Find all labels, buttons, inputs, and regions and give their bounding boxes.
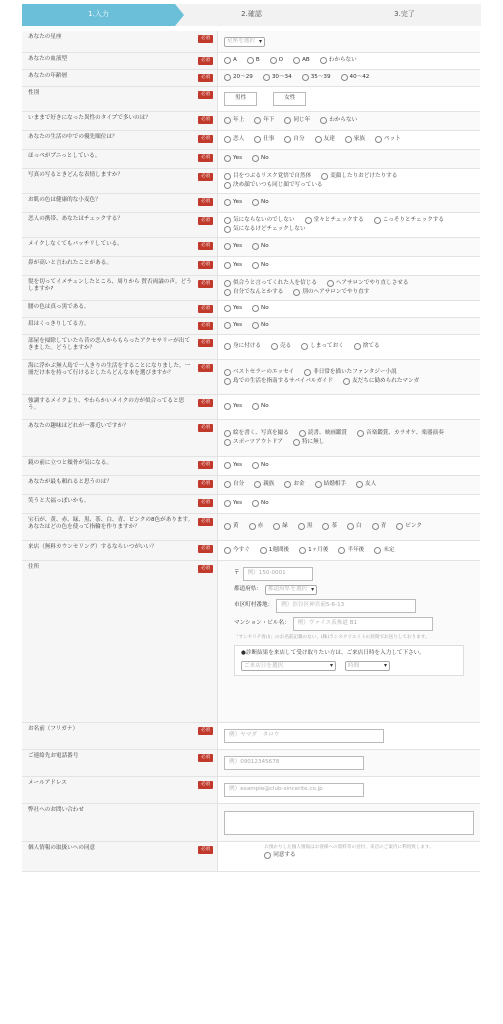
field-label	[22, 420, 218, 456]
form-row	[22, 276, 480, 301]
label-text: 写真の写るときどんな表情しますか？	[28, 172, 124, 178]
radio-option[interactable]: AB	[293, 57, 310, 64]
label-text: 弊社へのお問い合わせ	[28, 807, 84, 813]
radio-option[interactable]: わからない	[320, 57, 357, 64]
radio-option[interactable]: ペット	[375, 136, 401, 143]
required-badge: 必須	[198, 217, 213, 225]
label-text: あなたの星座	[28, 34, 62, 40]
radio-option[interactable]: 堂々とチェックする	[305, 217, 364, 224]
field-label	[22, 318, 218, 334]
radio-option[interactable]: 読書、映画鑑賞	[299, 430, 347, 437]
label-text: 強調するメイクより、やわらかいメイクの方が似合ってると思う。	[28, 398, 185, 412]
form-row	[22, 476, 480, 495]
radio-option[interactable]: Yes	[224, 199, 242, 206]
field-label	[22, 131, 218, 149]
field-label	[22, 213, 218, 237]
phone-input[interactable]: 例）09012345678	[224, 756, 364, 770]
radio-option[interactable]: 決め顔でいつも同じ顔で写っている	[224, 182, 323, 189]
agree-radio[interactable]: 同意する	[264, 852, 295, 859]
required-badge: 必須	[198, 280, 213, 288]
field-value	[218, 150, 480, 168]
zodiac-select[interactable]: 星座を選択 ▾	[224, 37, 265, 47]
field-value	[218, 457, 480, 475]
field-value	[218, 238, 480, 256]
required-badge: 必須	[198, 91, 213, 99]
field-value	[218, 541, 480, 560]
required-badge: 必須	[198, 242, 213, 250]
form-row	[22, 257, 480, 276]
label-text: メールアドレス	[28, 780, 67, 786]
form-row	[22, 514, 480, 541]
label-text: 眉はくっきりしてる方。	[28, 321, 90, 327]
field-label	[22, 194, 218, 212]
form-row	[22, 395, 480, 420]
label-text: 鼻が高いと言われたことがある。	[28, 260, 112, 266]
form-row	[22, 131, 480, 150]
field-label	[22, 842, 218, 871]
radio-option[interactable]: 友達	[315, 136, 335, 143]
form-row	[22, 213, 480, 238]
radio-option[interactable]: 1週間後	[260, 547, 289, 554]
address-row	[22, 561, 480, 723]
required-badge: 必須	[198, 261, 213, 269]
field-label	[22, 335, 218, 359]
radio-option[interactable]: ベストセラーのエッセイ	[224, 369, 294, 376]
building-input[interactable]: 例）ヴァイス表参道 B1	[293, 617, 433, 631]
progress-steps	[22, 4, 481, 26]
field-label	[22, 150, 218, 168]
field-label	[22, 495, 218, 513]
address-fields	[218, 561, 480, 722]
label-text: 個人情報の取扱いへの同意	[28, 845, 96, 851]
form-row	[22, 335, 480, 360]
radio-option[interactable]: No	[252, 322, 269, 329]
field-label	[22, 777, 218, 803]
radio-option[interactable]: 友だちに勧められたマンガ	[343, 378, 419, 385]
field-value	[218, 514, 480, 540]
radio-option[interactable]: Yes	[224, 155, 242, 162]
required-badge: 必須	[198, 339, 213, 347]
step-confirm: 2.確認	[175, 4, 328, 26]
field-label	[22, 112, 218, 130]
required-badge: 必須	[198, 135, 213, 143]
label-text: 髪を切ってイメチェンしたところ、周りから 賛否両論の声。どうしますか?	[28, 279, 192, 293]
label-text: あなたの年齢層	[28, 73, 68, 79]
field-value	[218, 777, 480, 803]
form-row	[22, 194, 480, 213]
field-value	[218, 318, 480, 334]
radio-option[interactable]: 友人	[356, 481, 376, 488]
radio-option[interactable]: 未定	[374, 547, 394, 554]
radio-option[interactable]: 島での生活を指南するサバイバルガイド	[224, 378, 333, 385]
required-badge: 必須	[198, 116, 213, 124]
radio-option[interactable]: 親族	[254, 481, 274, 488]
radio-option[interactable]: 気にならないのでしない	[224, 217, 295, 224]
field-value	[218, 335, 480, 359]
radio-option[interactable]: 変顔したりおどけたりする	[321, 173, 397, 180]
label-text: 宝石が、黄、赤、緑、黒、茶、白、青、ピンクの8色があります。あなたはどの色を使って指輪を作りますか？	[28, 517, 194, 531]
phone-row	[22, 750, 480, 777]
field-label	[22, 750, 218, 776]
label-text: お名前（フリガナ）	[28, 726, 79, 732]
email-input[interactable]: 例）example@club-sincerite.co.jp	[224, 783, 364, 797]
field-label	[22, 276, 218, 300]
required-badge: 必須	[198, 480, 213, 488]
field-value	[218, 257, 480, 275]
radio-option[interactable]: 半年後	[338, 547, 364, 554]
required-badge: 必須	[198, 399, 213, 407]
field-value	[218, 194, 480, 212]
field-value	[218, 131, 480, 149]
field-label	[22, 169, 218, 193]
label-text: あなたの血液型	[28, 56, 68, 62]
radio-option[interactable]: Yes	[224, 462, 242, 469]
field-value	[218, 213, 480, 237]
field-label	[22, 70, 218, 86]
required-badge: 必須	[198, 565, 213, 573]
form-row	[22, 169, 480, 194]
city-label: 市区町村番地：	[234, 602, 274, 609]
form-row	[22, 541, 480, 561]
radio-option[interactable]: 身に付ける	[224, 343, 261, 350]
radio-option[interactable]: 目をつぶるリスク覚悟で自然体	[224, 173, 311, 180]
field-label	[22, 457, 218, 475]
radio-option[interactable]: 緑	[273, 523, 288, 530]
radio-option[interactable]: わからない	[320, 117, 357, 124]
label-text: 部屋を掃除していたら昔の恋人からもらったアクセサリーが出てきました。どうしますか？	[28, 338, 191, 352]
zip-input[interactable]: 例）150-0001	[243, 567, 313, 581]
email-row	[22, 777, 480, 804]
radio-option[interactable]: O	[270, 57, 283, 64]
radio-option[interactable]: ヘアサロンでやり直しさせる	[327, 280, 409, 287]
label-text: あなたが最も頼れると思うのは？	[28, 479, 112, 485]
radio-option[interactable]: しまっておく	[301, 343, 344, 350]
field-label	[22, 541, 218, 560]
radio-option[interactable]: 売る	[271, 343, 291, 350]
form-row	[22, 70, 480, 87]
radio-option[interactable]: 赤	[249, 523, 264, 530]
required-badge: 必須	[198, 846, 213, 854]
building-label: マンション・ビル名：	[234, 620, 290, 627]
radio-option[interactable]: Yes	[224, 243, 242, 250]
radio-option[interactable]: 非日常を描いたファンタジー小説	[304, 369, 397, 376]
field-value	[218, 395, 480, 419]
radio-option[interactable]: 黒	[298, 523, 313, 530]
radio-option[interactable]: こっそりとチェックする	[374, 217, 444, 224]
required-badge: 必須	[198, 545, 213, 553]
field-value	[218, 276, 480, 300]
form-row	[22, 87, 480, 112]
radio-option[interactable]: No	[252, 262, 269, 269]
survey-form	[22, 31, 480, 872]
field-label	[22, 53, 218, 69]
radio-option[interactable]: No	[252, 305, 269, 312]
inquiry-row	[22, 804, 480, 842]
label-text: 腰の色は真っ黒である。	[28, 304, 90, 310]
required-badge: 必須	[198, 727, 213, 735]
required-badge: 必須	[198, 754, 213, 762]
required-badge: 必須	[198, 57, 213, 65]
form-row	[22, 150, 480, 169]
required-badge: 必須	[198, 781, 213, 789]
form-row	[22, 420, 480, 457]
radio-option[interactable]: 自分	[284, 136, 304, 143]
privacy-row	[22, 842, 480, 872]
radio-option[interactable]: 別のヘアサロンでやり直す	[293, 289, 369, 296]
label-text: 笑うと大福っぽいかも。	[28, 498, 90, 504]
required-badge: 必須	[198, 154, 213, 162]
gender-button[interactable]: 男性	[224, 92, 257, 105]
required-badge: 必須	[198, 461, 213, 469]
label-text: あなたの趣味はどれが一番近いですか？	[28, 423, 129, 429]
radio-option[interactable]: 仕事	[254, 136, 274, 143]
radio-option[interactable]: Yes	[224, 262, 242, 269]
field-label	[22, 476, 218, 494]
radio-option[interactable]: 30〜34	[263, 74, 292, 81]
form-row	[22, 53, 480, 70]
inquiry-textarea[interactable]	[224, 811, 474, 835]
radio-option[interactable]: 自分でなんとかする	[224, 289, 283, 296]
label-text: お肌の色は健康的な小麦色？	[28, 197, 101, 203]
form-row	[22, 301, 480, 318]
visit-title: ●診断結果を来店して受け取りたい方は、ご来店日時を入力して下さい。	[241, 649, 425, 656]
field-label	[22, 31, 218, 52]
form-row	[22, 360, 480, 395]
form-row	[22, 457, 480, 476]
field-value	[218, 495, 480, 513]
radio-option[interactable]: No	[252, 243, 269, 250]
form-row	[22, 318, 480, 335]
radio-option[interactable]: Yes	[224, 403, 242, 410]
label-text: 海に浮かぶ無人島で一人きりの生活をすることになりました。一冊だけ本を持って行けるとしたらどんな本を選びますか？	[28, 363, 191, 377]
field-label	[22, 257, 218, 275]
label-text: 鏡の前に立つと頬骨が気になる。	[28, 460, 112, 466]
field-value	[218, 53, 480, 69]
required-badge: 必須	[198, 499, 213, 507]
label-text: 来店（無料カウンセリング）するならいつがいい？	[28, 544, 157, 550]
gender-button[interactable]: 女性	[273, 92, 306, 105]
radio-option[interactable]: 自分	[224, 481, 244, 488]
required-badge: 必須	[198, 305, 213, 313]
label-text: あなたの生活の中での優先順位は？	[28, 134, 118, 140]
required-badge: 必須	[198, 518, 213, 526]
visit-date-select[interactable]: ご来店日を選択 ▾	[241, 661, 336, 671]
radio-option[interactable]: 40〜42	[341, 74, 370, 81]
radio-option[interactable]: ピンク	[396, 523, 422, 530]
label-text: いままで好きになった異性のタイプで多いのは？	[28, 115, 151, 121]
label-text: メイクしなくてもバッチリしている。	[28, 241, 123, 247]
radio-option[interactable]: 家族	[345, 136, 365, 143]
radio-option[interactable]: Yes	[224, 500, 242, 507]
radio-option[interactable]: No	[252, 403, 269, 410]
radio-option[interactable]: B	[247, 57, 260, 64]
field-value	[218, 420, 480, 456]
zip-mark: 〒	[234, 570, 240, 577]
field-value	[218, 301, 480, 317]
field-value	[218, 87, 480, 111]
field-value	[218, 70, 480, 86]
required-badge: 必須	[198, 198, 213, 206]
radio-option[interactable]: 年上	[224, 117, 244, 124]
radio-option[interactable]: お金	[284, 481, 304, 488]
field-value	[218, 842, 480, 871]
radio-option[interactable]: 20〜29	[224, 74, 253, 81]
field-label	[22, 87, 218, 111]
radio-option[interactable]: 捨てる	[354, 343, 380, 350]
field-value	[218, 169, 480, 193]
radio-option[interactable]: 年下	[254, 117, 274, 124]
radio-option[interactable]: 似合うと言ってくれた人を信じる	[224, 280, 317, 287]
radio-option[interactable]: A	[224, 57, 237, 64]
required-badge: 必須	[198, 322, 213, 330]
field-value	[218, 750, 480, 776]
address-note: 「サンセリテ青山」のお名前記載のない、(株)ランスクリエイトの封筒でお送りしております。	[234, 635, 430, 640]
radio-option[interactable]: 黄	[224, 523, 239, 530]
required-badge: 必須	[198, 74, 213, 82]
label-text: 性別	[28, 90, 40, 96]
field-label	[22, 238, 218, 256]
field-label	[22, 723, 218, 749]
privacy-text: お預かりした個人情報はお客様への資料等の送付、来店のご案内に利用致します。	[264, 845, 434, 850]
field-label	[22, 561, 218, 722]
step-input: 1.入力	[22, 4, 175, 26]
radio-option[interactable]: 青	[372, 523, 387, 530]
field-value	[218, 112, 480, 130]
radio-option[interactable]: 恋人	[224, 136, 244, 143]
form-row	[22, 31, 480, 53]
form-row	[22, 495, 480, 514]
radio-option[interactable]: Yes	[224, 305, 242, 312]
radio-option[interactable]: 今すぐ	[224, 547, 250, 554]
label-text: ご連絡先お電話番号	[28, 753, 79, 759]
radio-option[interactable]: No	[252, 500, 269, 507]
required-badge: 必須	[198, 364, 213, 372]
field-label	[22, 395, 218, 419]
field-label	[22, 804, 218, 841]
label-text: 恋人の携帯、あなたはチェックする？	[28, 216, 123, 222]
required-badge: 必須	[198, 424, 213, 432]
form-row	[22, 112, 480, 131]
field-value	[218, 804, 480, 841]
field-value	[218, 360, 480, 394]
radio-option[interactable]: 同じ年	[284, 117, 310, 124]
name-row	[22, 723, 480, 750]
field-value	[218, 476, 480, 494]
pref-label: 都道府県：	[234, 586, 262, 593]
required-badge: 必須	[198, 35, 213, 43]
radio-option[interactable]: No	[252, 462, 269, 469]
radio-option[interactable]: 35〜39	[302, 74, 331, 81]
field-value	[218, 723, 480, 749]
city-input[interactable]: 例）渋谷区神宮前5-6-13	[276, 599, 416, 613]
step-complete: 3.完了	[328, 4, 481, 26]
radio-option[interactable]: 1ヶ月後	[299, 547, 328, 554]
visit-box	[234, 645, 464, 676]
form-row	[22, 238, 480, 257]
radio-option[interactable]: スポーツアウトドア	[224, 439, 283, 446]
radio-option[interactable]: Yes	[224, 322, 242, 329]
field-value	[218, 31, 480, 52]
radio-option[interactable]: 絵を書く、写真を撮る	[224, 430, 289, 437]
field-label	[22, 301, 218, 317]
radio-option[interactable]: 結婚相手	[315, 481, 346, 488]
label-text: ほっぺがプニっとしている。	[28, 153, 101, 159]
name-input[interactable]: 例）ヤマダ タロウ	[224, 729, 384, 743]
radio-option[interactable]: 音楽鑑賞、カラオケ、楽器演奏	[357, 430, 444, 437]
radio-option[interactable]: 特に無し	[293, 439, 324, 446]
radio-option[interactable]: 茶	[322, 523, 337, 530]
radio-option[interactable]: No	[252, 199, 269, 206]
radio-option[interactable]: No	[252, 155, 269, 162]
field-label	[22, 514, 218, 540]
radio-option[interactable]: 気になるけどチェックしない	[224, 226, 306, 233]
radio-option[interactable]: 白	[347, 523, 362, 530]
visit-time-select[interactable]: 時間 ▾	[345, 661, 390, 671]
label-text: 住所	[28, 564, 40, 570]
required-badge: 必須	[198, 173, 213, 181]
field-label	[22, 360, 218, 394]
pref-select[interactable]: 都道府県を選択 ▾	[265, 585, 317, 595]
